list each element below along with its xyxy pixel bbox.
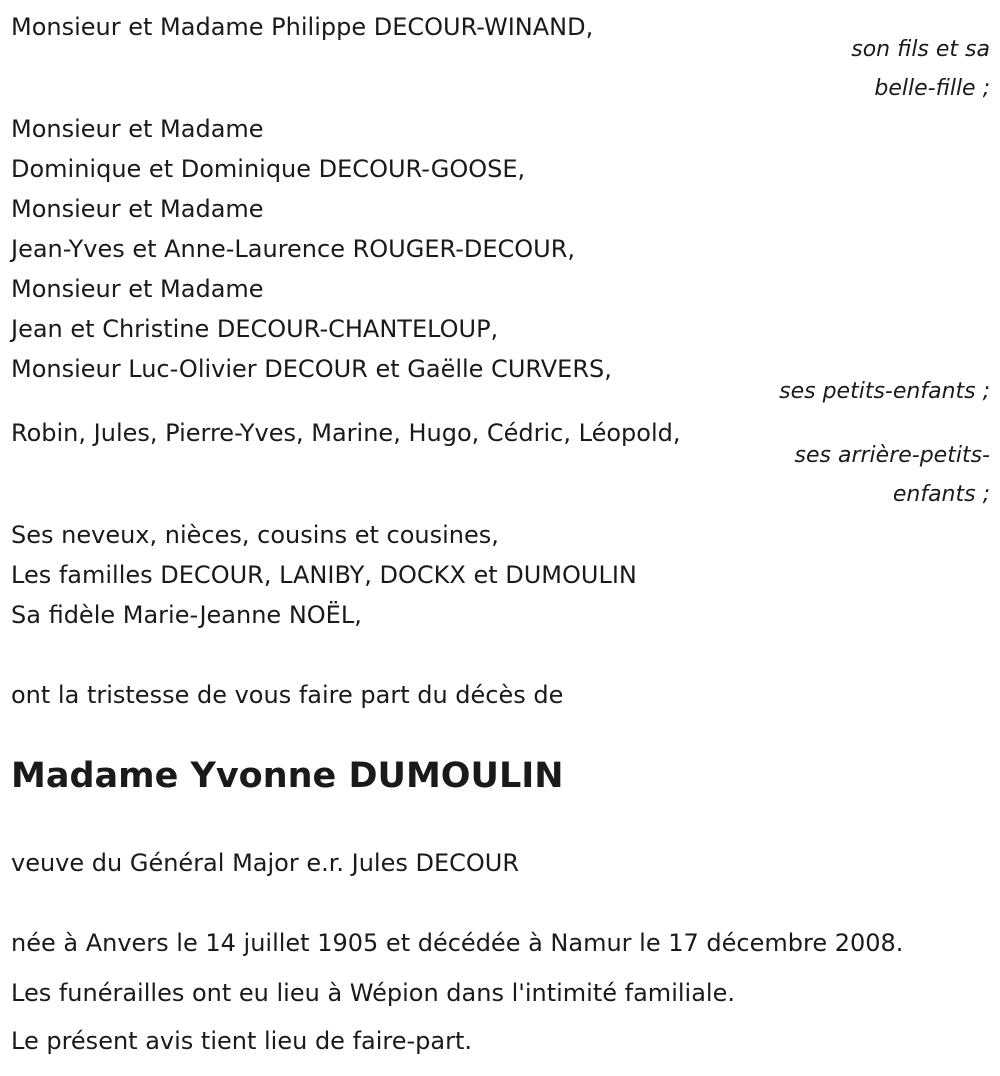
- widow-of: veuve du Général Major e.r. Jules DECOUR: [11, 849, 520, 877]
- great-grandchildren-role-line-1: ses arrière-petits-: [794, 443, 990, 468]
- notice-statement: Le présent avis tient lieu de faire-part.: [11, 1027, 473, 1055]
- funeral-info: Les funérailles ont eu lieu à Wépion dans l'intimité familiale.: [11, 979, 735, 1007]
- great-grandchildren-role-line-2: enfants ;: [892, 482, 990, 507]
- grandchild-line: Jean et Christine DECOUR-CHANTELOUP,: [11, 315, 499, 343]
- grandchild-line: Monsieur et Madame: [11, 275, 264, 303]
- grandchild-line: Jean-Yves et Anne-Laurence ROUGER-DECOUR,: [11, 235, 576, 263]
- other-relatives-line: Sa fidèle Marie-Jeanne NOËL,: [11, 601, 362, 629]
- grandchild-line: Dominique et Dominique DECOUR-GOOSE,: [11, 155, 526, 183]
- deceased-name: Madame Yvonne DUMOULIN: [11, 756, 564, 796]
- grandchild-line: Monsieur et Madame: [11, 195, 264, 223]
- birth-death-dates: née à Anvers le 14 juillet 1905 et décédée à Namur le 17 décembre 2008.: [11, 929, 904, 957]
- other-relatives-line: Ses neveux, nièces, cousins et cousines,: [11, 521, 499, 549]
- grandchildren-role: ses petits-enfants ;: [779, 379, 990, 404]
- great-grandchildren-names: Robin, Jules, Pierre-Yves, Marine, Hugo, Cédric, Léopold,: [11, 419, 681, 447]
- son-role-line-1: son fils et sa: [851, 37, 990, 62]
- grandchild-line: Monsieur et Madame: [11, 115, 264, 143]
- son-names: Monsieur et Madame Philippe DECOUR-WINAND,: [11, 13, 594, 41]
- other-relatives-line: Les familles DECOUR, LANIBY, DOCKX et DUMOULIN: [11, 561, 637, 589]
- son-role-line-2: belle-fille ;: [874, 76, 990, 101]
- announcement-intro: ont la tristesse de vous faire part du décès de: [11, 681, 564, 709]
- grandchild-line: Monsieur Luc-Olivier DECOUR et Gaëlle CURVERS,: [11, 355, 612, 383]
